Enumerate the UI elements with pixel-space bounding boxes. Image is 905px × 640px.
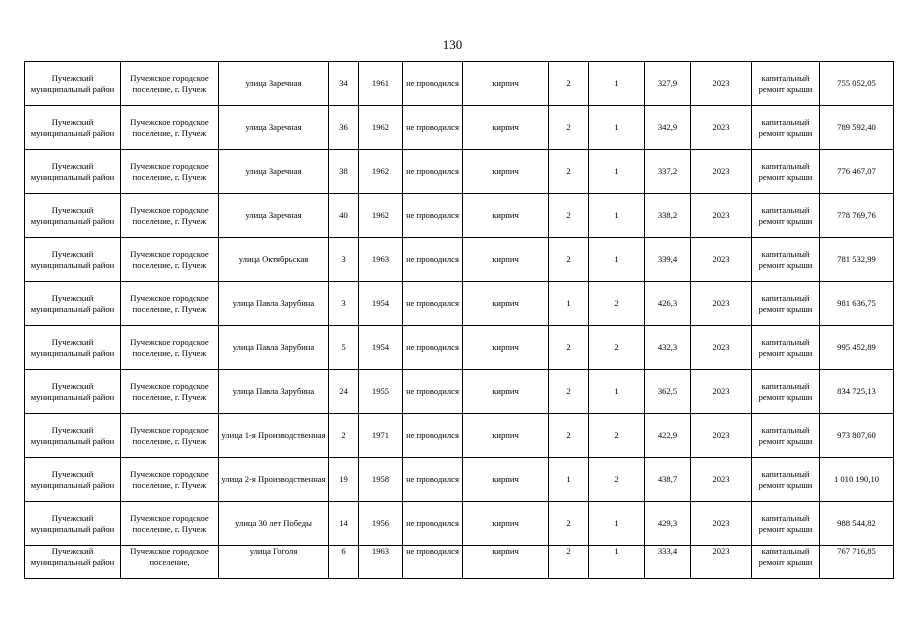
floors-cell: 2: [549, 414, 589, 458]
cost-cell: 1 010 190,10: [820, 458, 894, 502]
wall-material-cell: кирпич: [463, 238, 549, 282]
house-number-cell: 3: [329, 282, 359, 326]
house-number-cell: 6: [329, 546, 359, 579]
work-type-cell: капитальный ремонт крыши: [752, 326, 820, 370]
house-number-cell: 24: [329, 370, 359, 414]
plan-year-cell: 2023: [691, 62, 752, 106]
work-type-cell: капитальный ремонт крыши: [752, 370, 820, 414]
last-repair-cell: не проводился: [403, 414, 463, 458]
street-cell: улица Павла Зарубина: [219, 370, 329, 414]
wall-material-cell: кирпич: [463, 194, 549, 238]
floors-cell: 2: [549, 238, 589, 282]
entrances-cell: 1: [589, 106, 645, 150]
plan-year-cell: 2023: [691, 150, 752, 194]
year-built-cell: 1963: [359, 238, 403, 282]
settlement-cell: Пучежское городское поселение, г. Пучеж: [121, 238, 219, 282]
entrances-cell: 1: [589, 238, 645, 282]
table-row: [25, 150, 894, 194]
entrances-cell: 1: [589, 194, 645, 238]
work-type-cell: капитальный ремонт крыши: [752, 502, 820, 546]
entrances-cell: 1: [589, 546, 645, 579]
year-built-cell: 1962: [359, 106, 403, 150]
cost-cell: 789 592,40: [820, 106, 894, 150]
district-cell: Пучежский муниципальный район: [25, 238, 121, 282]
wall-material-cell: кирпич: [463, 282, 549, 326]
district-cell: Пучежский муниципальный район: [25, 546, 121, 579]
settlement-cell: Пучежское городское поселение, г. Пучеж: [121, 282, 219, 326]
district-cell: Пучежский муниципальный район: [25, 326, 121, 370]
area-cell: 438,7: [645, 458, 691, 502]
table-row: [25, 502, 894, 546]
table-row: [25, 194, 894, 238]
house-number-cell: 34: [329, 62, 359, 106]
last-repair-cell: не проводился: [403, 326, 463, 370]
settlement-cell: Пучежское городское поселение, г. Пучеж: [121, 502, 219, 546]
settlement-cell: Пучежское городское поселение, г. Пучеж: [121, 370, 219, 414]
cost-cell: 981 636,75: [820, 282, 894, 326]
district-cell: Пучежский муниципальный район: [25, 150, 121, 194]
last-repair-cell: не проводился: [403, 62, 463, 106]
entrances-cell: 2: [589, 414, 645, 458]
cost-cell: 781 532,99: [820, 238, 894, 282]
house-number-cell: 36: [329, 106, 359, 150]
entrances-cell: 1: [589, 62, 645, 106]
year-built-cell: 1962: [359, 194, 403, 238]
floors-cell: 2: [549, 194, 589, 238]
wall-material-cell: кирпич: [463, 106, 549, 150]
cost-cell: 767 716,85: [820, 546, 894, 579]
work-type-cell: капитальный ремонт крыши: [752, 238, 820, 282]
last-repair-cell: не проводился: [403, 238, 463, 282]
table-row: [25, 370, 894, 414]
area-cell: 327,9: [645, 62, 691, 106]
settlement-cell: Пучежское городское поселение, г. Пучеж: [121, 150, 219, 194]
cost-cell: 778 769,76: [820, 194, 894, 238]
street-cell: улица Октябрьская: [219, 238, 329, 282]
district-cell: Пучежский муниципальный район: [25, 370, 121, 414]
housing-repair-table: [24, 61, 894, 579]
district-cell: Пучежский муниципальный район: [25, 458, 121, 502]
year-built-cell: 1954: [359, 282, 403, 326]
year-built-cell: 1971: [359, 414, 403, 458]
street-cell: улица Заречная: [219, 150, 329, 194]
wall-material-cell: кирпич: [463, 370, 549, 414]
settlement-cell: Пучежское городское поселение, г. Пучеж: [121, 106, 219, 150]
settlement-cell: Пучежское городское поселение, г. Пучеж: [121, 414, 219, 458]
area-cell: 339,4: [645, 238, 691, 282]
entrances-cell: 1: [589, 370, 645, 414]
table-row: [25, 238, 894, 282]
settlement-cell: Пучежское городское поселение,: [121, 546, 219, 579]
floors-cell: 2: [549, 326, 589, 370]
wall-material-cell: кирпич: [463, 458, 549, 502]
district-cell: Пучежский муниципальный район: [25, 282, 121, 326]
year-built-cell: 1963: [359, 546, 403, 579]
area-cell: 362,5: [645, 370, 691, 414]
wall-material-cell: кирпич: [463, 326, 549, 370]
floors-cell: 2: [549, 502, 589, 546]
street-cell: улица 2-я Производственная: [219, 458, 329, 502]
wall-material-cell: кирпич: [463, 62, 549, 106]
table-row: [25, 282, 894, 326]
entrances-cell: 1: [589, 502, 645, 546]
last-repair-cell: не проводился: [403, 150, 463, 194]
year-built-cell: 1954: [359, 326, 403, 370]
area-cell: 342,9: [645, 106, 691, 150]
cost-cell: 776 467,07: [820, 150, 894, 194]
street-cell: улица Гоголя: [219, 546, 329, 579]
work-type-cell: капитальный ремонт крыши: [752, 546, 820, 579]
year-built-cell: 1956: [359, 502, 403, 546]
cost-cell: 973 807,60: [820, 414, 894, 458]
house-number-cell: 40: [329, 194, 359, 238]
area-cell: 337,2: [645, 150, 691, 194]
last-repair-cell: не проводился: [403, 106, 463, 150]
plan-year-cell: 2023: [691, 194, 752, 238]
entrances-cell: 2: [589, 326, 645, 370]
table-row: [25, 414, 894, 458]
floors-cell: 2: [549, 546, 589, 579]
last-repair-cell: не проводился: [403, 282, 463, 326]
plan-year-cell: 2023: [691, 546, 752, 579]
floors-cell: 1: [549, 458, 589, 502]
last-repair-cell: не проводился: [403, 370, 463, 414]
work-type-cell: капитальный ремонт крыши: [752, 150, 820, 194]
area-cell: 432,3: [645, 326, 691, 370]
year-built-cell: 1955: [359, 370, 403, 414]
area-cell: 429,3: [645, 502, 691, 546]
table-row: [25, 546, 894, 579]
work-type-cell: капитальный ремонт крыши: [752, 106, 820, 150]
area-cell: 426,3: [645, 282, 691, 326]
last-repair-cell: не проводился: [403, 194, 463, 238]
house-number-cell: 38: [329, 150, 359, 194]
cost-cell: 995 452,89: [820, 326, 894, 370]
plan-year-cell: 2023: [691, 282, 752, 326]
area-cell: 338,2: [645, 194, 691, 238]
area-cell: 333,4: [645, 546, 691, 579]
settlement-cell: Пучежское городское поселение, г. Пучеж: [121, 62, 219, 106]
last-repair-cell: не проводился: [403, 502, 463, 546]
district-cell: Пучежский муниципальный район: [25, 106, 121, 150]
year-built-cell: 1962: [359, 150, 403, 194]
district-cell: Пучежский муниципальный район: [25, 414, 121, 458]
floors-cell: 1: [549, 282, 589, 326]
year-built-cell: 1958: [359, 458, 403, 502]
house-number-cell: 2: [329, 414, 359, 458]
year-built-cell: 1961: [359, 62, 403, 106]
street-cell: улица Заречная: [219, 194, 329, 238]
work-type-cell: капитальный ремонт крыши: [752, 282, 820, 326]
table-row: [25, 106, 894, 150]
plan-year-cell: 2023: [691, 502, 752, 546]
entrances-cell: 1: [589, 150, 645, 194]
wall-material-cell: кирпич: [463, 546, 549, 579]
work-type-cell: капитальный ремонт крыши: [752, 414, 820, 458]
floors-cell: 2: [549, 370, 589, 414]
plan-year-cell: 2023: [691, 458, 752, 502]
plan-year-cell: 2023: [691, 414, 752, 458]
district-cell: Пучежский муниципальный район: [25, 502, 121, 546]
street-cell: улица 1-я Производственная: [219, 414, 329, 458]
house-number-cell: 5: [329, 326, 359, 370]
plan-year-cell: 2023: [691, 238, 752, 282]
floors-cell: 2: [549, 150, 589, 194]
settlement-cell: Пучежское городское поселение, г. Пучеж: [121, 326, 219, 370]
cost-cell: 755 052,05: [820, 62, 894, 106]
cost-cell: 988 544,82: [820, 502, 894, 546]
street-cell: улица Павла Зарубина: [219, 326, 329, 370]
entrances-cell: 2: [589, 282, 645, 326]
house-number-cell: 3: [329, 238, 359, 282]
wall-material-cell: кирпич: [463, 502, 549, 546]
street-cell: улица Заречная: [219, 106, 329, 150]
settlement-cell: Пучежское городское поселение, г. Пучеж: [121, 458, 219, 502]
table-row: [25, 326, 894, 370]
last-repair-cell: не проводился: [403, 546, 463, 579]
work-type-cell: капитальный ремонт крыши: [752, 458, 820, 502]
cost-cell: 834 725,13: [820, 370, 894, 414]
floors-cell: 2: [549, 106, 589, 150]
work-type-cell: капитальный ремонт крыши: [752, 62, 820, 106]
house-number-cell: 14: [329, 502, 359, 546]
floors-cell: 2: [549, 62, 589, 106]
page-number: 130: [442, 37, 463, 52]
entrances-cell: 2: [589, 458, 645, 502]
district-cell: Пучежский муниципальный район: [25, 62, 121, 106]
table-row: [25, 458, 894, 502]
street-cell: улица Заречная: [219, 62, 329, 106]
settlement-cell: Пучежское городское поселение, г. Пучеж: [121, 194, 219, 238]
wall-material-cell: кирпич: [463, 414, 549, 458]
last-repair-cell: не проводился: [403, 458, 463, 502]
street-cell: улица 30 лет Победы: [219, 502, 329, 546]
area-cell: 422,9: [645, 414, 691, 458]
plan-year-cell: 2023: [691, 326, 752, 370]
district-cell: Пучежский муниципальный район: [25, 194, 121, 238]
plan-year-cell: 2023: [691, 370, 752, 414]
street-cell: улица Павла Зарубина: [219, 282, 329, 326]
table-row: [25, 62, 894, 106]
plan-year-cell: 2023: [691, 106, 752, 150]
work-type-cell: капитальный ремонт крыши: [752, 194, 820, 238]
wall-material-cell: кирпич: [463, 150, 549, 194]
house-number-cell: 19: [329, 458, 359, 502]
